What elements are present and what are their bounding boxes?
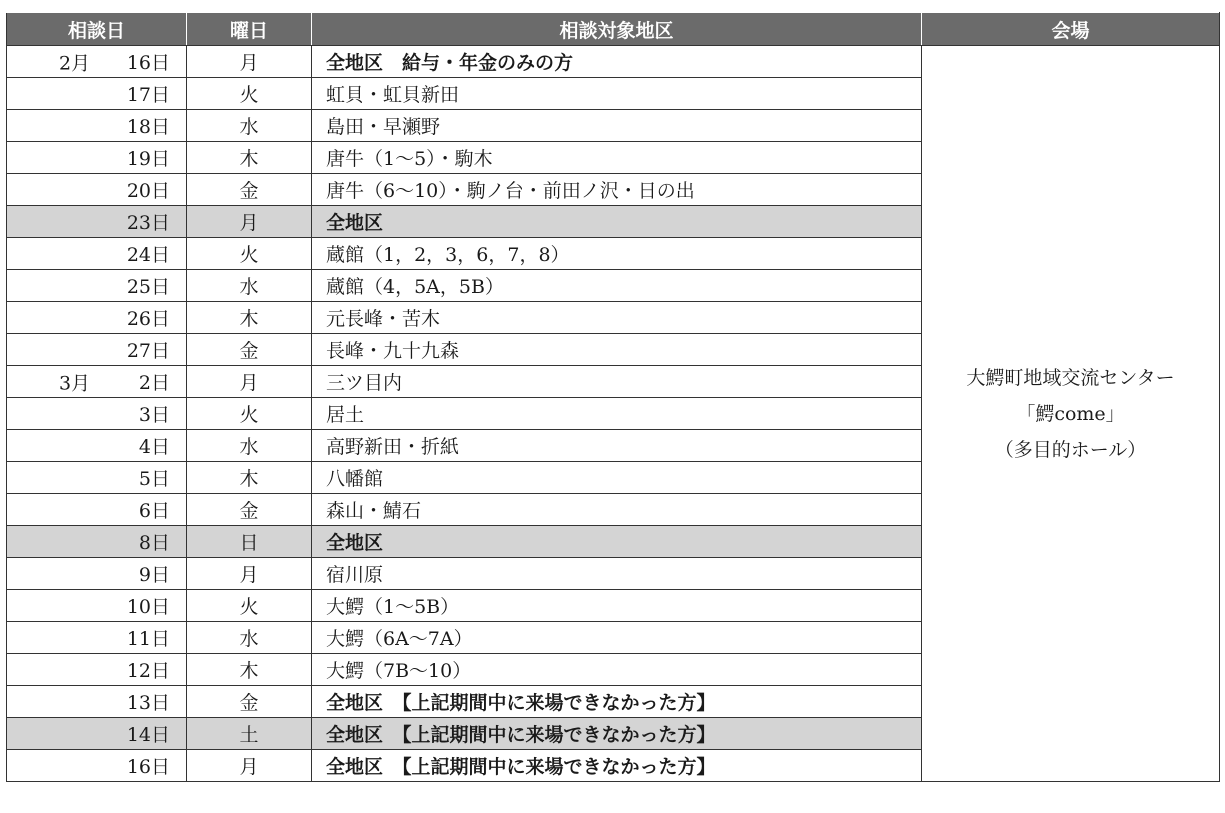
day-number: 16日 [126, 52, 170, 74]
consultation-schedule-table [6, 12, 1220, 782]
area-cell: 宿川原 [312, 558, 922, 590]
area-cell: 長峰・九十九森 [312, 334, 922, 366]
weekday-cell: 木 [187, 142, 312, 174]
date-cell [7, 430, 187, 462]
date-cell [7, 366, 187, 398]
day-number: 2日 [138, 372, 170, 394]
day-number: 6日 [138, 500, 170, 522]
weekday-cell: 金 [187, 334, 312, 366]
area-cell: 全地区 [312, 526, 922, 558]
area-cell: 全地区 [312, 206, 922, 238]
date-cell [7, 526, 187, 558]
day-number: 20日 [126, 180, 170, 202]
date-cell [7, 174, 187, 206]
weekday-cell: 金 [187, 686, 312, 718]
weekday-cell: 水 [187, 270, 312, 302]
table-row [7, 46, 1220, 78]
weekday-cell: 木 [187, 302, 312, 334]
day-number: 9日 [138, 564, 170, 586]
day-number: 3日 [138, 404, 170, 426]
schedule-body [7, 46, 1220, 782]
month-label: 2月 [59, 52, 91, 74]
venue-line1: 大鰐町地域交流センター [966, 366, 1175, 389]
date-cell [7, 46, 187, 78]
day-number: 25日 [126, 276, 170, 298]
weekday-cell: 火 [187, 590, 312, 622]
area-cell: 全地区 給与・年金のみの方 [312, 46, 922, 78]
date-cell [7, 750, 187, 782]
header-weekday: 曜日 [187, 13, 312, 46]
day-number: 19日 [126, 148, 170, 170]
area-cell: 虹貝・虹貝新田 [312, 78, 922, 110]
weekday-cell: 金 [187, 494, 312, 526]
day-number: 17日 [126, 84, 170, 106]
weekday-cell: 月 [187, 558, 312, 590]
day-number: 23日 [126, 212, 170, 234]
area-cell: 全地区 【上記期間中に来場できなかった方】 [312, 718, 922, 750]
day-number: 24日 [126, 244, 170, 266]
area-cell: 大鰐（6A～7A） [312, 622, 922, 654]
date-cell [7, 238, 187, 270]
area-cell: 全地区 【上記期間中に来場できなかった方】 [312, 686, 922, 718]
weekday-cell: 月 [187, 46, 312, 78]
weekday-cell: 木 [187, 654, 312, 686]
venue-line2: 「鰐come」 [1016, 402, 1125, 425]
venue-line3: （多目的ホール） [994, 438, 1147, 461]
weekday-cell: 月 [187, 366, 312, 398]
weekday-cell: 水 [187, 110, 312, 142]
day-number: 13日 [126, 692, 170, 714]
header-date: 相談日 [7, 13, 187, 46]
area-cell: 唐牛（6～10）・駒ノ台・前田ノ沢・日の出 [312, 174, 922, 206]
date-cell [7, 302, 187, 334]
day-number: 8日 [138, 532, 170, 554]
date-cell [7, 686, 187, 718]
date-cell [7, 110, 187, 142]
date-cell [7, 494, 187, 526]
day-number: 10日 [126, 596, 170, 618]
area-cell: 大鰐（1～5B） [312, 590, 922, 622]
weekday-cell: 月 [187, 206, 312, 238]
weekday-cell: 火 [187, 238, 312, 270]
day-number: 14日 [126, 724, 170, 746]
area-cell: 大鰐（7B～10） [312, 654, 922, 686]
date-cell [7, 558, 187, 590]
area-cell: 全地区 【上記期間中に来場できなかった方】 [312, 750, 922, 782]
venue-cell [922, 46, 1220, 782]
weekday-cell: 木 [187, 462, 312, 494]
weekday-cell: 火 [187, 78, 312, 110]
area-cell: 八幡館 [312, 462, 922, 494]
date-cell [7, 654, 187, 686]
date-cell [7, 462, 187, 494]
date-cell [7, 622, 187, 654]
month-label: 3月 [59, 372, 91, 394]
day-number: 26日 [126, 308, 170, 330]
weekday-cell: 水 [187, 430, 312, 462]
date-cell [7, 718, 187, 750]
date-cell [7, 334, 187, 366]
area-cell: 唐牛（1～5）・駒木 [312, 142, 922, 174]
day-number: 27日 [126, 340, 170, 362]
area-cell: 島田・早瀬野 [312, 110, 922, 142]
header-venue: 会場 [922, 13, 1220, 46]
area-cell: 蔵館（1，2，3，6，7，8） [312, 238, 922, 270]
day-number: 16日 [126, 756, 170, 778]
date-cell [7, 78, 187, 110]
weekday-cell: 火 [187, 398, 312, 430]
weekday-cell: 金 [187, 174, 312, 206]
weekday-cell: 水 [187, 622, 312, 654]
area-cell: 森山・鯖石 [312, 494, 922, 526]
area-cell: 居土 [312, 398, 922, 430]
header-area: 相談対象地区 [312, 13, 922, 46]
date-cell [7, 206, 187, 238]
area-cell: 蔵館（4，5A，5B） [312, 270, 922, 302]
area-cell: 三ツ目内 [312, 366, 922, 398]
weekday-cell: 月 [187, 750, 312, 782]
area-cell: 高野新田・折紙 [312, 430, 922, 462]
weekday-cell: 日 [187, 526, 312, 558]
day-number: 11日 [126, 628, 170, 650]
area-cell: 元長峰・苦木 [312, 302, 922, 334]
date-cell [7, 270, 187, 302]
date-cell [7, 590, 187, 622]
date-cell [7, 142, 187, 174]
header-row [7, 13, 1220, 46]
day-number: 4日 [138, 436, 170, 458]
day-number: 5日 [138, 468, 170, 490]
day-number: 18日 [126, 116, 170, 138]
date-cell [7, 398, 187, 430]
weekday-cell: 土 [187, 718, 312, 750]
day-number: 12日 [126, 660, 170, 682]
